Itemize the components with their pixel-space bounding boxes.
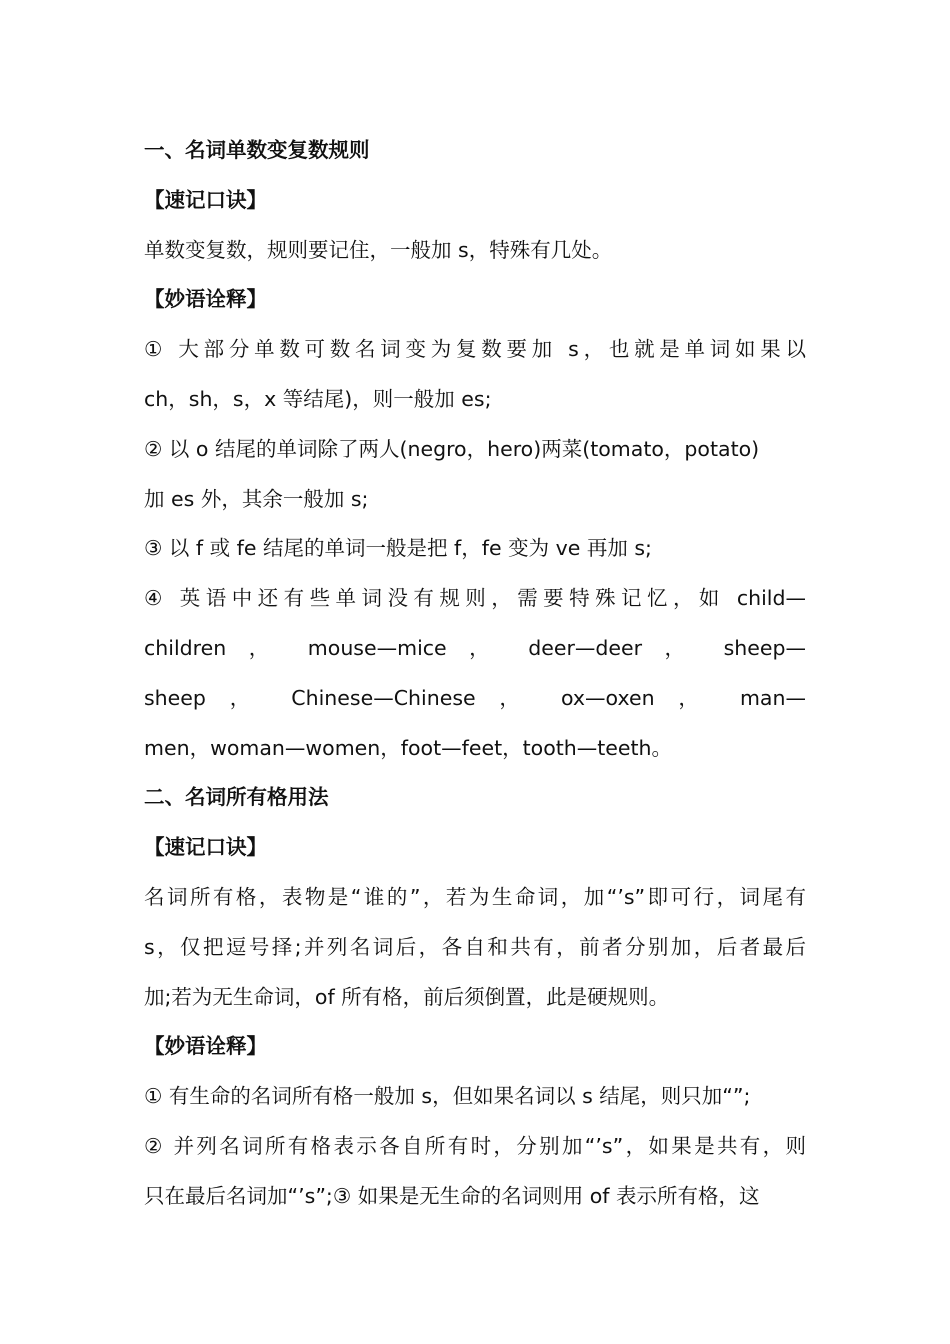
section1-explain-label: 【妙语诠释】 bbox=[144, 287, 267, 312]
section1-heading: 一、名词单数变复数规则 bbox=[144, 138, 370, 162]
document-page bbox=[144, 126, 806, 1222]
section2-mnemonic-line-2: s，仅把逗号择;并列名词后，各自和共有，前者分别加，后者最后 bbox=[144, 934, 806, 959]
section2-heading: 二、名词所有格用法 bbox=[144, 785, 329, 810]
section1-line-9: men，woman—women，foot—feet，tooth—teeth。 bbox=[144, 735, 673, 760]
section2-explain-label: 【妙语诠释】 bbox=[144, 1034, 267, 1059]
section1-line-8: sheep ， Chinese—Chinese ， ox—oxen ， man— bbox=[144, 685, 806, 710]
section1-line-7: children ， mouse—mice ， deer—deer ， sheep— bbox=[144, 635, 806, 660]
section1-line-5: ③ 以 f 或 fe 结尾的单词一般是把 f，fe 变为 ve 再加 s; bbox=[144, 536, 652, 561]
section2-mnemonic-label: 【速记口诀】 bbox=[144, 835, 267, 860]
section1-line-3: ② 以 o 结尾的单词除了两人(negro，hero)两菜(tomato，potato) bbox=[144, 436, 760, 461]
section1-line-6: ④ 英语中还有些单词没有规则，需要特殊记忆，如 child— bbox=[144, 586, 806, 611]
section1-line-4: 加 es 外，其余一般加 s; bbox=[144, 486, 369, 511]
section2-mnemonic-line-3: 加;若为无生命词，of 所有格，前后须倒置，此是硬规则。 bbox=[144, 984, 670, 1009]
section1-mnemonic-text: 单数变复数，规则要记住，一般加 s，特殊有几处。 bbox=[144, 237, 613, 262]
section1-line-2: ch，sh，s，x 等结尾)，则一般加 es; bbox=[144, 386, 492, 411]
section2-line-1: ① 有生命的名词所有格一般加 s，但如果名词以 s 结尾，则只加“”; bbox=[144, 1084, 751, 1109]
section1-line-1: ① 大部分单数可数名词变为复数要加 s，也就是单词如果以 bbox=[144, 337, 806, 362]
section2-line-3: 只在最后名词加“’s”;③ 如果是无生命的名词则用 of 表示所有格，这 bbox=[144, 1183, 760, 1208]
section1-mnemonic-label: 【速记口诀】 bbox=[144, 187, 267, 212]
section2-line-2: ② 并列名词所有格表示各自所有时，分别加“’s”，如果是共有，则 bbox=[144, 1133, 806, 1158]
section2-mnemonic-line-1: 名词所有格，表物是“谁的”，若为生命词，加“’s”即可行，词尾有 bbox=[144, 884, 806, 909]
